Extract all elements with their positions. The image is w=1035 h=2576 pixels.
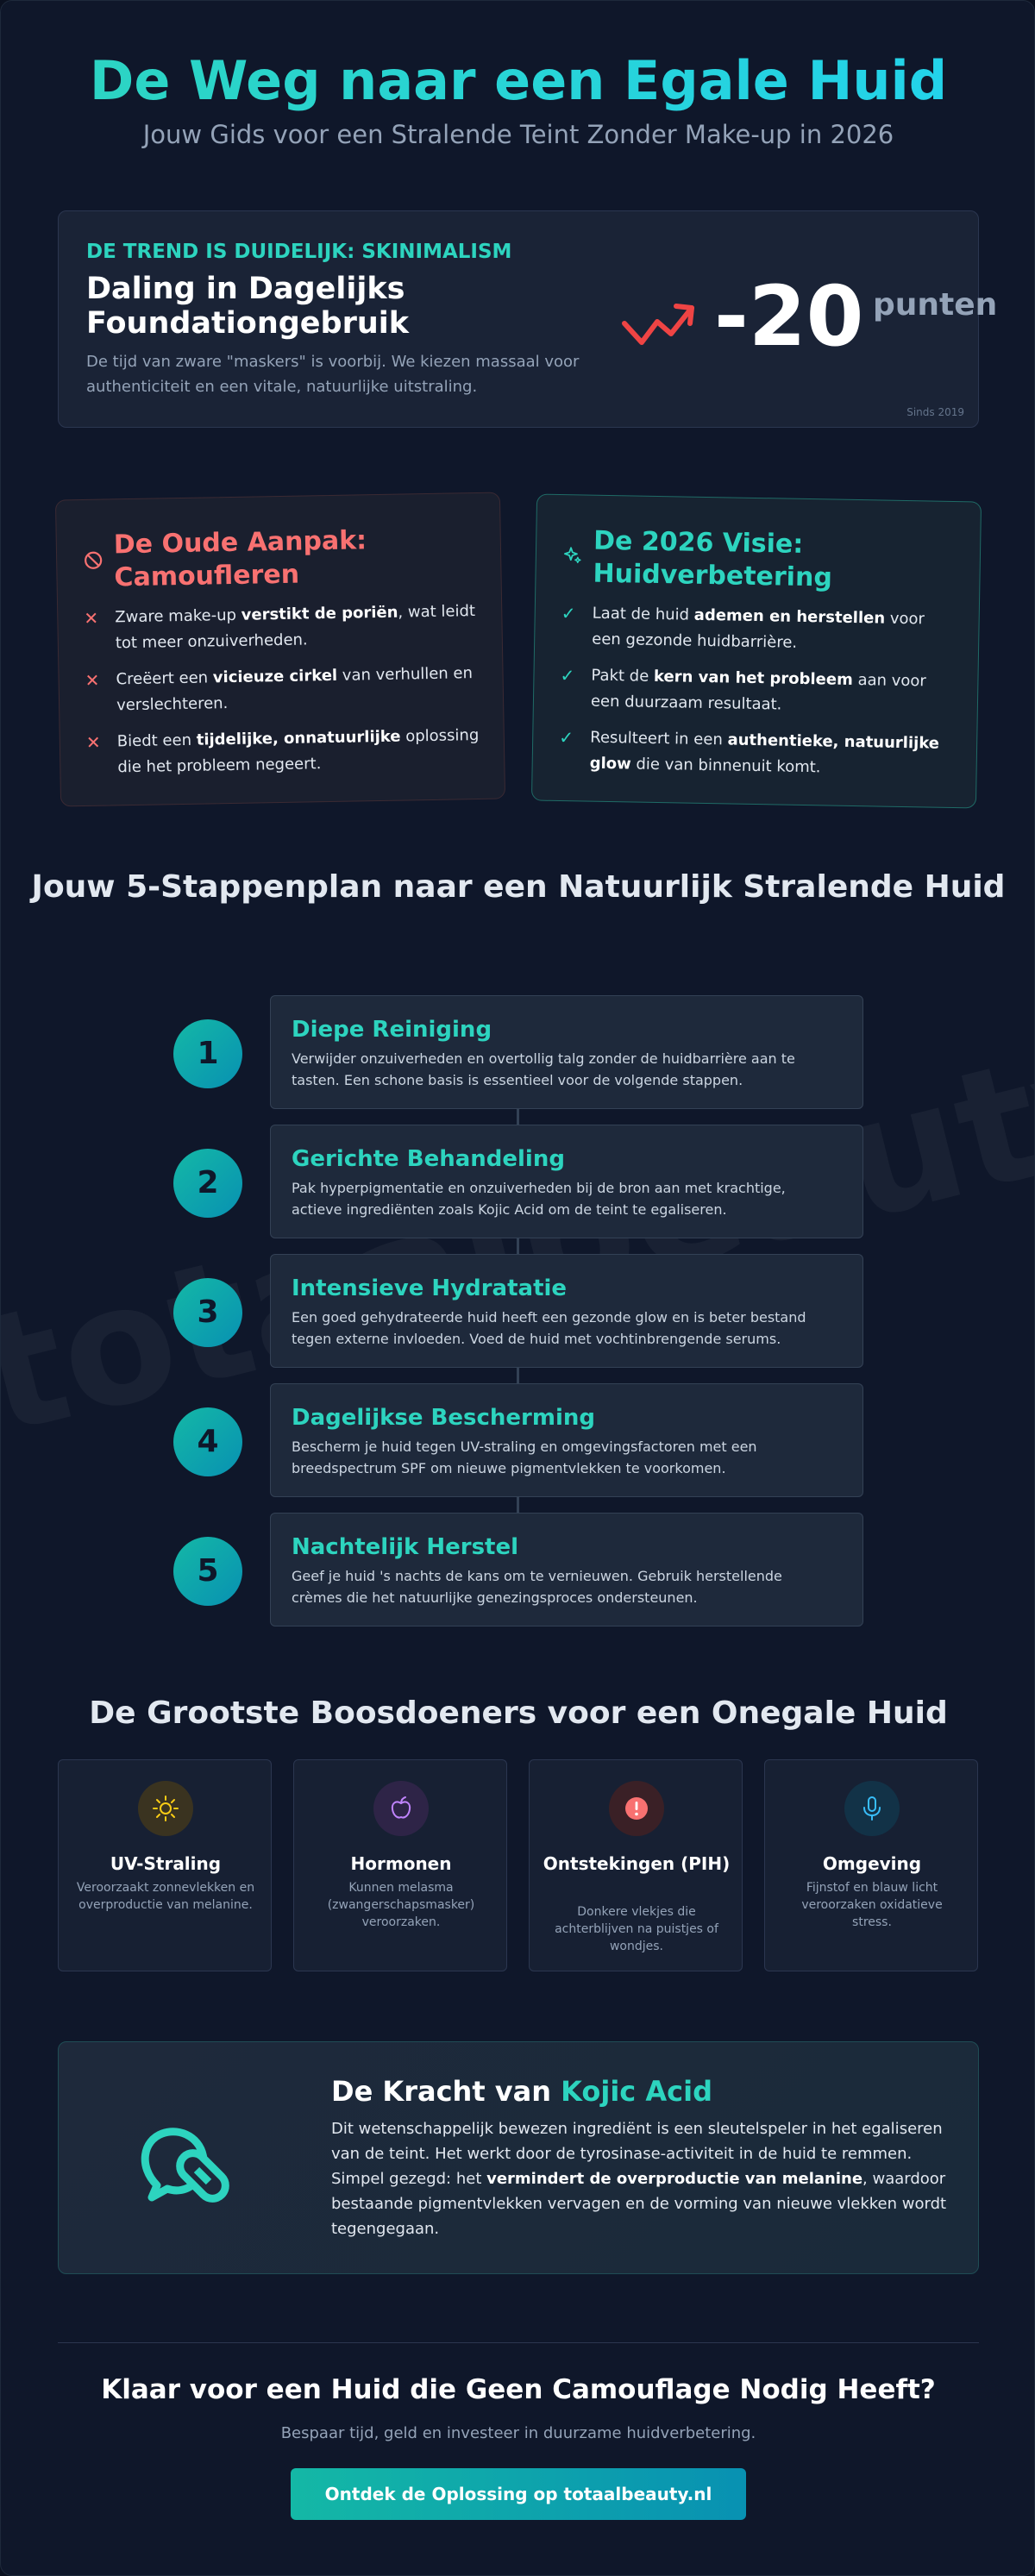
steps-title: Jouw 5-Stappenplan naar een Natuurlijk Stralende Huid bbox=[31, 869, 1006, 905]
x-icon: ✕ bbox=[84, 607, 99, 629]
new-vision-list bbox=[558, 600, 958, 793]
cta-title: Klaar voor een Huid die Geen Camouflage Nodig Heeft? bbox=[101, 2374, 936, 2405]
list-item: ✓ Laat de huid ademen en herstellen voor een gezonde huidbarrière. bbox=[561, 600, 958, 659]
trend-note: Sinds 2019 bbox=[906, 406, 964, 418]
kojic-card bbox=[58, 2041, 979, 2274]
culprit-text: Fijnstof en blauw licht veroorzaken oxidatieve stress. bbox=[801, 1881, 943, 1929]
list-item: ✕ Creëert een vicieuze cirkel van verhullen en verslechteren. bbox=[85, 664, 474, 715]
step-card bbox=[270, 1383, 863, 1497]
step-title: Intensieve Hydratatie bbox=[292, 1275, 568, 1301]
microphone-icon bbox=[844, 1781, 900, 1836]
ban-icon bbox=[83, 550, 104, 571]
step-text: Bescherm je huid tegen UV-straling en omgevingsfactoren met een breedspectrum SPF om nieuwe pigmentvlekken te voorkomen. bbox=[292, 1438, 757, 1476]
sun-icon bbox=[138, 1781, 193, 1836]
new-vision-card bbox=[531, 494, 982, 809]
culprit-text: Veroorzaakt zonnevlekken en overproductie van melanine. bbox=[76, 1881, 255, 1912]
page-title: De Weg naar een Egale Huid bbox=[1, 49, 1035, 112]
step-title: Gerichte Behandeling bbox=[292, 1146, 565, 1172]
step-text: Verwijder onzuiverheden en overtollig talg zonder de huidbarrière aan te tasten. Een schone basis is essentieel voor de volgende stappen. bbox=[292, 1050, 795, 1088]
new-vision-title: De 2026 Visie: Huidverbetering bbox=[593, 525, 833, 593]
culprit-text: Kunnen melasma (zwangerschapsmasker) veroorzaken. bbox=[327, 1881, 475, 1929]
step-card bbox=[270, 995, 863, 1109]
trend-text: De tijd van zware "maskers" is voorbij. We kiezen massaal voor authenticiteit en een vitale, natuurlijke uitstraling. bbox=[86, 353, 580, 396]
sparkles-icon bbox=[562, 545, 583, 566]
divider bbox=[58, 2342, 979, 2343]
trend-card bbox=[58, 210, 998, 428]
step-text: Pak hyperpigmentatie en onzuiverheden bij de bron aan met krachtige, actieve ingrediënten zoals Kojic Acid om de teint te egaliseren. bbox=[292, 1180, 786, 1218]
step-title: Nachtelijk Herstel bbox=[292, 1534, 519, 1560]
x-icon: ✕ bbox=[85, 669, 100, 691]
list-item: ✕ Biedt een tijdelijke, onnatuurlijke oplossing die het probleem negeert. bbox=[85, 725, 480, 777]
step-title: Diepe Reiniging bbox=[292, 1017, 492, 1043]
culprit-text: Donkere vlekjes die achterblijven na puistjes of wondjes. bbox=[555, 1905, 718, 1953]
step-card bbox=[270, 1513, 863, 1626]
step-card bbox=[270, 1254, 863, 1368]
step-number: 3 bbox=[173, 1278, 242, 1347]
trend-kicker: DE TREND IS DUIDELIJK: SKINIMALISM bbox=[86, 241, 512, 263]
list-item: ✓ Resulteert in een authentieke, natuurlijke glow die van binnenuit komt. bbox=[558, 724, 956, 783]
culprit-title: Omgeving bbox=[822, 1853, 922, 1874]
old-approach-list bbox=[84, 599, 484, 792]
check-icon: ✓ bbox=[561, 603, 576, 624]
trend-unit: punten bbox=[873, 287, 998, 323]
step-number: 2 bbox=[173, 1149, 242, 1218]
alert-icon bbox=[609, 1781, 664, 1836]
culprit-card bbox=[58, 1759, 272, 1971]
check-icon: ✓ bbox=[559, 727, 574, 749]
culprit-title: Hormonen bbox=[350, 1853, 452, 1874]
list-item: ✓ Pakt de kern van het probleem aan voor een duurzaam resultaat. bbox=[560, 662, 957, 721]
pill-icon bbox=[136, 2111, 248, 2206]
step-text: Geef je huid 's nachts de kans om te vernieuwen. Gebruik herstellende crèmes die het natuurlijke genezingsproces ondersteunen. bbox=[292, 1568, 782, 1606]
culprit-title: Ontstekingen (PIH) bbox=[543, 1853, 731, 1874]
step-title: Dagelijkse Bescherming bbox=[292, 1405, 595, 1431]
page-subtitle: Jouw Gids voor een Stralende Teint Zonder Make-up in 2026 bbox=[142, 120, 894, 149]
culprit-card bbox=[293, 1759, 507, 1971]
step-text: Een goed gehydrateerde huid heeft een gezonde glow en is beter bestand tegen externe invloeden. Voed de huid met vochtinbrengende serums. bbox=[292, 1309, 806, 1347]
trend-value: -20 bbox=[714, 268, 864, 365]
cta-text: Bespaar tijd, geld en investeer in duurzame huidverbetering. bbox=[280, 2424, 756, 2442]
check-icon: ✓ bbox=[560, 665, 575, 686]
culprit-title: UV-Straling bbox=[110, 1853, 222, 1874]
x-icon: ✕ bbox=[85, 731, 101, 753]
trend-title: Daling in Dagelijks Foundationgebruik bbox=[86, 272, 410, 341]
step-card bbox=[270, 1125, 863, 1238]
step-number: 1 bbox=[173, 1019, 242, 1088]
apple-icon bbox=[373, 1781, 429, 1836]
step-number: 5 bbox=[173, 1537, 242, 1606]
kojic-title: De Kracht van Kojic Acid bbox=[331, 2075, 713, 2108]
culprit-card bbox=[529, 1759, 743, 1971]
old-approach-title: De Oude Aanpak: Camoufleren bbox=[113, 525, 367, 593]
kojic-text: Dit wetenschappelijk bewezen ingrediënt is een sleutelspeler in het egaliseren van de teint. Het werkt door de tyrosinase-activiteit in de huid te remmen. Simpel gezegd: het vermindert de overproductie van melanine, waardoor bestaande pigmentvlekken vervagen en de vorming van nieuwe vlekken wordt tegengegaan. bbox=[331, 2120, 947, 2238]
culprits-title: De Grootste Boosdoeners voor een Onegale Huid bbox=[89, 1695, 948, 1731]
cta-button[interactable]: Ontdek de Oplossing op totaalbeauty.nl bbox=[291, 2468, 746, 2520]
step-number: 4 bbox=[173, 1407, 242, 1476]
trending-down-icon bbox=[619, 298, 697, 353]
culprit-card bbox=[764, 1759, 978, 1971]
list-item: ✕ Zware make-up verstikt de poriën, wat leidt tot meer onzuiverheden. bbox=[84, 602, 476, 653]
old-approach-card bbox=[55, 492, 505, 807]
